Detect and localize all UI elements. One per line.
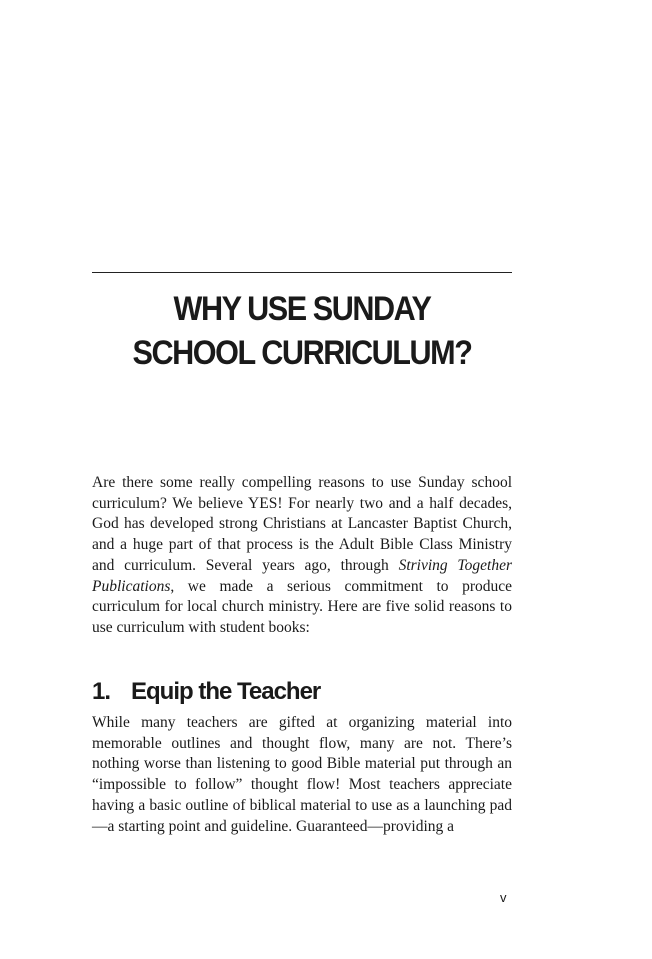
section-1-title: Equip the Teacher: [131, 678, 321, 705]
intro-paragraph: [92, 473, 512, 639]
chapter-rule: [92, 272, 512, 273]
page-number: v: [500, 890, 507, 905]
intro-text-after: , we made a serious commitment to produce curriculum for local church ministry. Here are five solid reasons to use curriculum with student books:: [92, 577, 512, 636]
section-1-paragraph: While many teachers are gifted at organizing material into memorable outlines and thought flow, many are not. There’s nothing worse than listening to good Bible material put through an “impossible to follow” thought flow! Most teachers appreciate having a basic outline of biblical material to use as a launching pad—a starting point and guideline. Guaranteed—providing a: [92, 714, 512, 835]
section-1-number: 1.: [92, 678, 111, 705]
chapter-title-line-1: WHY USE SUNDAY: [173, 290, 431, 328]
publisher-name: Striving Together Publications: [92, 556, 512, 595]
chapter-title-line-2: SCHOOL CURRICULUM?: [132, 334, 472, 372]
chapter-title: [113, 287, 491, 375]
intro-text-before: Are there some really compelling reasons to use Sunday school curriculum? We believe YES! For nearly two and a half decades, God has developed strong Christians at Lancaster Baptist Church, and a huge part of that process is the Adult Bible Class Ministry and curriculum. Several years ago, through: [92, 474, 512, 574]
section-1-heading: [92, 676, 320, 708]
